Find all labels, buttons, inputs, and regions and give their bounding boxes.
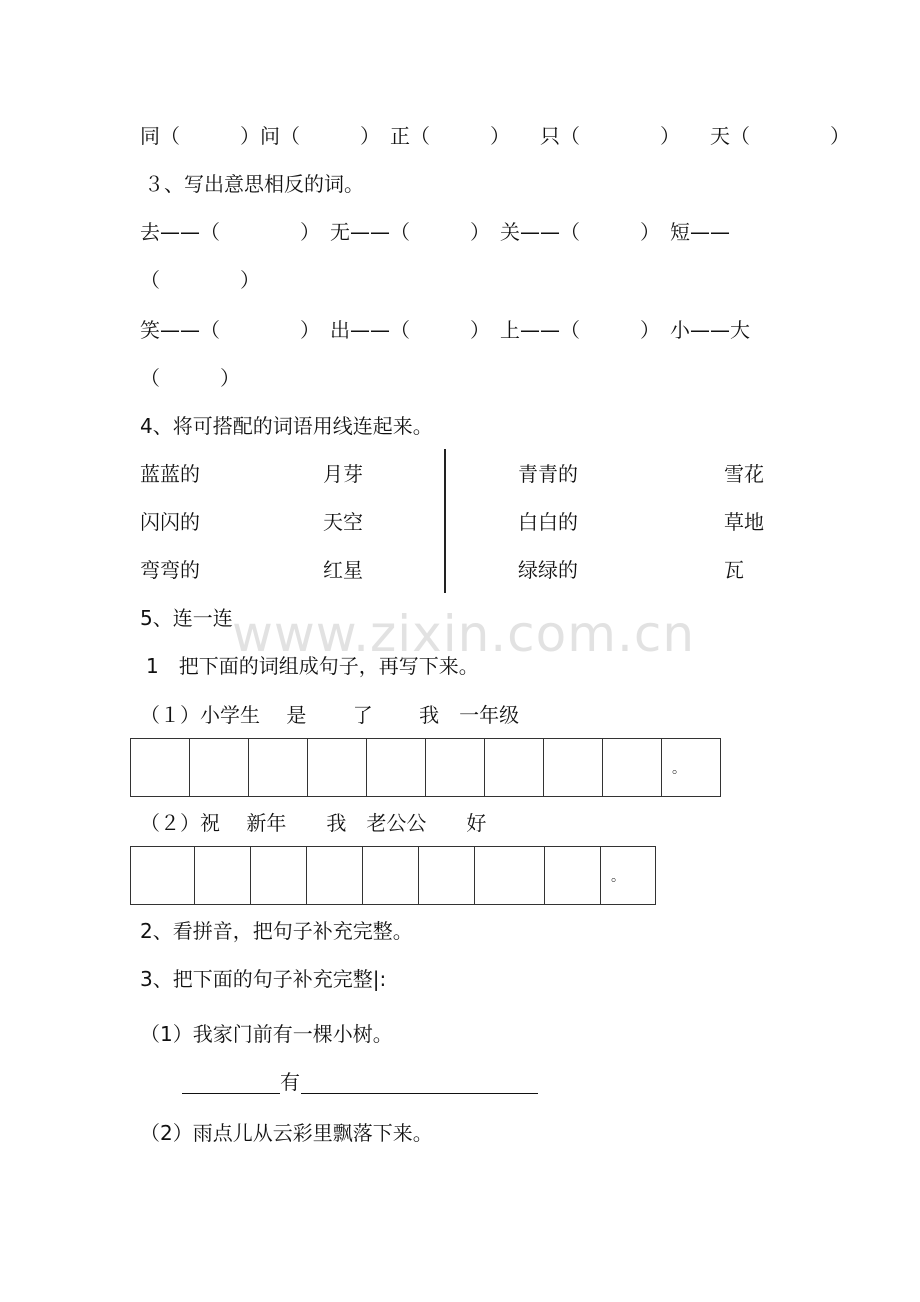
pinyin-task-title: 2、看拼音，把句子补充完整。 [140, 919, 413, 943]
answer-box[interactable] [195, 847, 251, 904]
complete-sentence-title: 3、把下面的句子补充完整|: [140, 967, 387, 991]
answer-box[interactable] [419, 847, 475, 904]
answer-box[interactable] [249, 739, 308, 796]
q5-title: 5、连一连 [140, 606, 233, 630]
answer-box[interactable] [307, 847, 363, 904]
match-right-a1: 青青的 [518, 462, 578, 486]
answer-box[interactable] [308, 739, 367, 796]
match-right-a2: 白白的 [518, 510, 578, 534]
sentence1-answer-grid [130, 738, 721, 797]
antonym-intro-row: 同（ ）问（ ） 正（ ） 只（ ） 天（ ） [140, 124, 850, 148]
match-left-b1: 月芽 [323, 462, 363, 486]
fill-blank-2[interactable] [301, 1093, 538, 1094]
match-left-b3: 红星 [323, 558, 363, 582]
match-left-b2: 天空 [323, 510, 363, 534]
match-left-a1: 蓝蓝的 [140, 462, 200, 486]
q3-title: ３、写出意思相反的词。 [144, 172, 364, 196]
match-right-a3: 绿绿的 [518, 558, 578, 582]
q4-title: 4、将可搭配的词语用线连起来。 [140, 414, 433, 438]
answer-box[interactable] [544, 739, 603, 796]
answer-box[interactable] [363, 847, 419, 904]
fill-word-you: 有 [280, 1070, 300, 1094]
answer-box[interactable] [131, 739, 190, 796]
answer-box[interactable] [603, 739, 662, 796]
match-divider [444, 449, 446, 593]
q3-line1: 去——（ ） 无——（ ） 关——（ ） 短—— [140, 220, 730, 244]
answer-box-end[interactable] [662, 739, 721, 796]
answer-box[interactable] [545, 847, 601, 904]
match-right-b2: 草地 [724, 510, 764, 534]
answer-box[interactable] [190, 739, 249, 796]
answer-box[interactable] [367, 739, 426, 796]
answer-box[interactable] [485, 739, 544, 796]
answer-box[interactable] [251, 847, 307, 904]
q3-line4: （ ） [140, 366, 240, 390]
answer-box[interactable] [426, 739, 485, 796]
answer-box[interactable] [131, 847, 195, 904]
q3-line3: 笑——（ ） 出——（ ） 上——（ ） 小——大 [140, 318, 750, 342]
complete-item2: （2）雨点儿从云彩里飘落下来。 [140, 1121, 433, 1145]
match-right-b1: 雪花 [724, 462, 764, 486]
q3-line2: （ ） [140, 268, 260, 292]
complete-item1: （1）我家门前有一棵小树。 [140, 1022, 393, 1046]
sentence2-answer-grid [130, 846, 656, 905]
match-right-b3: 瓦 [724, 558, 744, 582]
sentence1-words: （１）小学生 是 了 我 一年级 [140, 703, 520, 727]
q5-sub1: 1 把下面的词组成句子，再写下来。 [146, 654, 479, 678]
fill-blank-1[interactable] [182, 1093, 280, 1094]
answer-box[interactable] [475, 847, 545, 904]
watermark: www.zixin.com.cn [232, 605, 696, 663]
period-mark: 。 [672, 760, 686, 777]
match-left-a2: 闪闪的 [140, 510, 200, 534]
sentence2-words: （２）祝 新年 我 老公公 好 [140, 811, 487, 835]
period-mark: 。 [611, 868, 625, 885]
match-left-a3: 弯弯的 [140, 558, 200, 582]
answer-box-end[interactable] [601, 847, 656, 904]
